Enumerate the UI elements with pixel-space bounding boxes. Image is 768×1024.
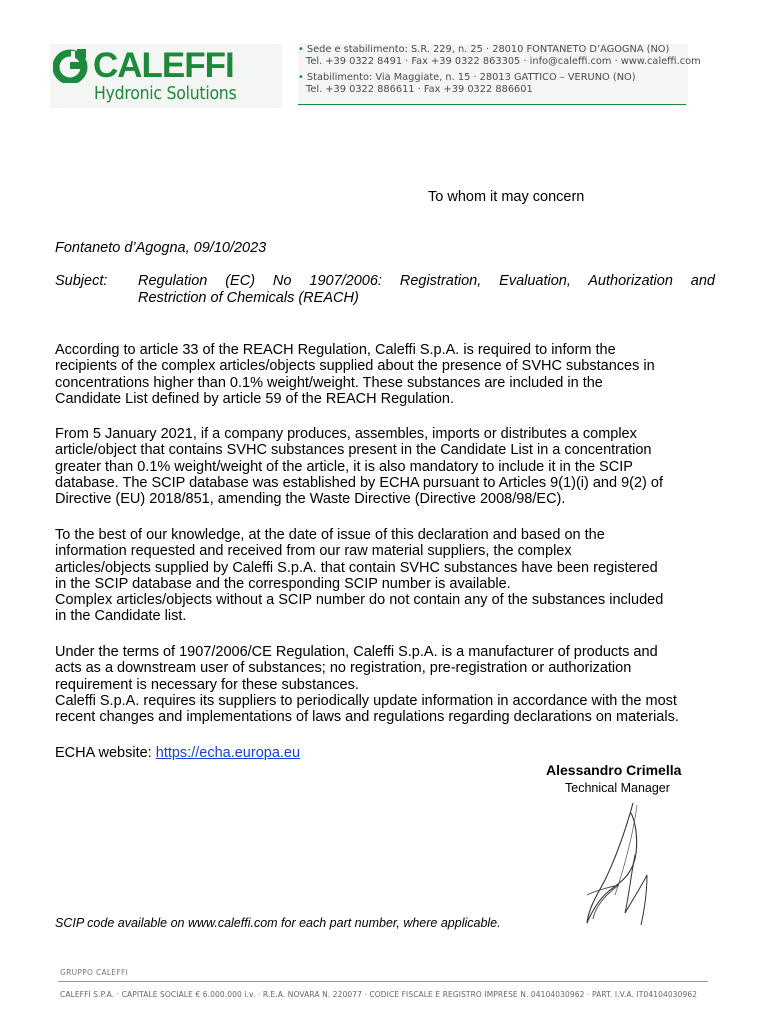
echa-website-line	[55, 745, 300, 761]
group-label: GRUPPO CALEFFI	[60, 968, 129, 977]
handwritten-signature	[575, 795, 665, 935]
company-legal-footer: CALEFFI S.P.A. · CAPITALE SOCIALE € 6.000.000 i.v. · R.E.A. NOVARA N. 220077 · CODICE FISCALE E REGISTRO IMPRESE N. 04104030962 · PART. I.V.A. IT04104030962	[60, 990, 698, 999]
caleffi-logo-icon	[53, 49, 91, 83]
brand-name: CALEFFI	[93, 46, 234, 85]
address-line: • Sede e stabilimento: S.R. 229, n. 25 · 28010 FONTANETO D’AGOGNA (NO)	[298, 44, 670, 55]
company-address-block	[298, 44, 701, 106]
paragraph-scip-requirement: From 5 January 2021, if a company produces, assembles, imports or distributes a complex article/object that contains SVHC substances present in the Candidate List in a concentration greater than 0.1% weight/weight of the article, it is also mandatory to include it in the SCIP database. The SCIP database was established by ECHA pursuant to Articles 9(1)(i) and 9(2) of Directive (EU) 2018/851, amending the Waste Directive (Directive 2008/98/EC).	[55, 426, 663, 508]
brand-tagline: Hydronic Solutions	[94, 84, 237, 104]
company-logo	[50, 44, 282, 108]
place-date: Fontaneto d’Agogna, 09/10/2023	[55, 240, 267, 256]
footer-divider	[58, 981, 708, 982]
paragraph-downstream-user: Under the terms of 1907/2006/CE Regulation, Caleffi S.p.A. is a manufacturer of products and acts as a downstream user of substances; no registration, pre-registration or authorization requirement is necessary for these substances. Caleffi S.p.A. requires its suppliers to periodically update information in accordance with the most recent changes and implementations of laws and regulations regarding declarations on materials.	[55, 644, 679, 726]
echa-link[interactable]: https://echa.europa.eu	[155, 745, 301, 761]
signer-role: Technical Manager	[565, 781, 670, 795]
address-line: Tel. +39 0322 8491 · Fax +39 0322 863305 · info@caleffi.com · www.caleffi.com	[306, 55, 701, 67]
subject-line-1: Regulation (EC) No 1907/2006: Registration, Evaluation, Authorization and	[138, 273, 715, 289]
subject-line-2: Restriction of Chemicals (REACH)	[138, 290, 359, 306]
subject-label: Subject:	[55, 273, 108, 289]
scip-note: SCIP code available on www.caleffi.com for each part number, where applicable.	[55, 916, 501, 930]
signer-name: Alessandro Crimella	[546, 762, 682, 778]
address-line: • Stabilimento: Via Maggiate, n. 15 · 28013 GATTICO – VERUNO (NO)	[298, 72, 636, 83]
recipient-line: To whom it may concern	[428, 189, 585, 205]
subject-text	[138, 273, 715, 307]
paragraph-reach-article-33: According to article 33 of the REACH Regulation, Caleffi S.p.A. is required to inform the recipients of the complex articles/objects supplied about the presence of SVHC substances in concentrations higher than 0.1% weight/weight. These substances are included in the Candidate List defined by article 59 of the REACH Regulation.	[55, 342, 655, 407]
echa-label: ECHA website:	[55, 745, 156, 761]
address-line: Tel. +39 0322 886611 · Fax +39 0322 886601	[306, 83, 533, 95]
header-divider	[298, 104, 686, 105]
paragraph-declaration: To the best of our knowledge, at the date of issue of this declaration and based on the information requested and received from our raw material suppliers, the complex articles/objects supplied by Caleffi S.p.A. that contain SVHC substances have been registered in the SCIP database and the corresponding SCIP number is available. Complex articles/objects without a SCIP number do not contain any of the substances included in the Candidate list.	[55, 527, 664, 625]
